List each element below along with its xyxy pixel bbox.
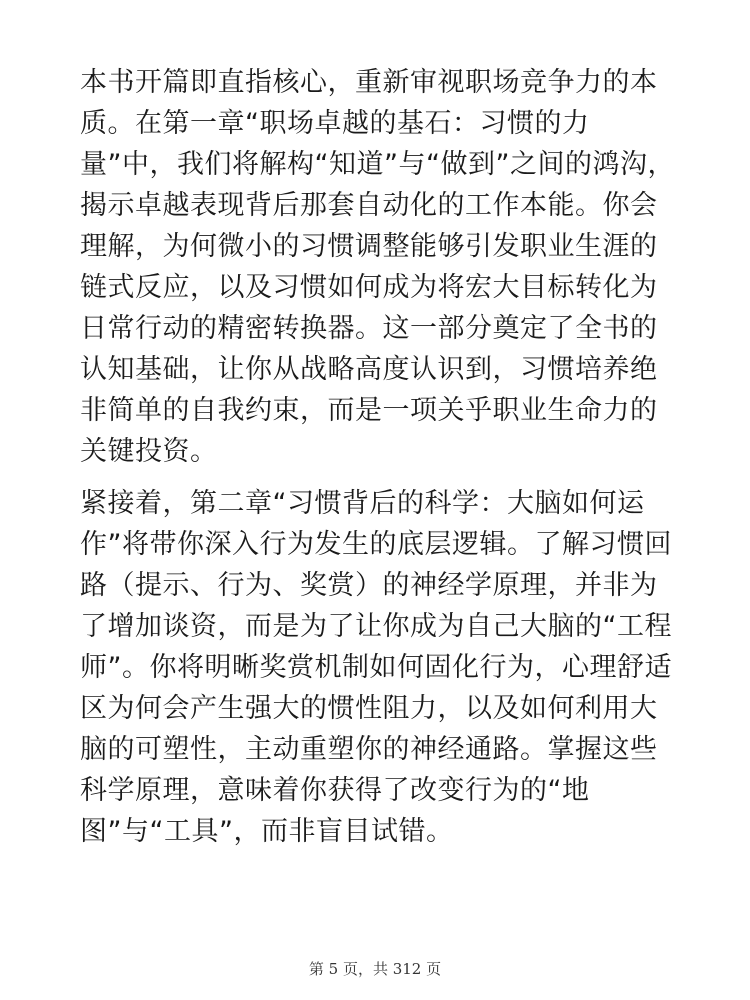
body-text xyxy=(80,62,680,852)
paragraph-1: 本书开篇即直指核心，重新审视职场竞争力的本质。在第一章“职场卓越的基石：习惯的力量”中，我们将解构“知道”与“做到”之间的鸿沟，揭示卓越表现背后那套自动化的工作本能。你会理解，为何微小的习惯调整能够引发职业生涯的链式反应，以及习惯如何成为将宏大目标转化为日常行动的精密转换器。这一部分奠定了全书的认知基础，让你从战略高度认识到，习惯培养绝非简单的自我约束，而是一项关乎职业生命力的关键投资。 xyxy=(80,67,675,467)
paragraph-2: 紧接着，第二章“习惯背后的科学：大脑如何运作”将带你深入行为发生的底层逻辑。了解习惯回路（提示、行为、奖赏）的神经学原理，并非为了增加谈资，而是为了让你成为自己大脑的“工程师”。你将明晰奖赏机制如何固化行为，心理舒适区为何会产生强大的惯性阻力，以及如何利用大脑的可塑性，主动重塑你的神经通路。掌握这些科学原理，意味着你获得了改变行为的“地图”与“工具”，而非盲目试错。 xyxy=(80,488,672,847)
page-number-footer: 第 5 页，共 312 页 xyxy=(308,960,442,978)
